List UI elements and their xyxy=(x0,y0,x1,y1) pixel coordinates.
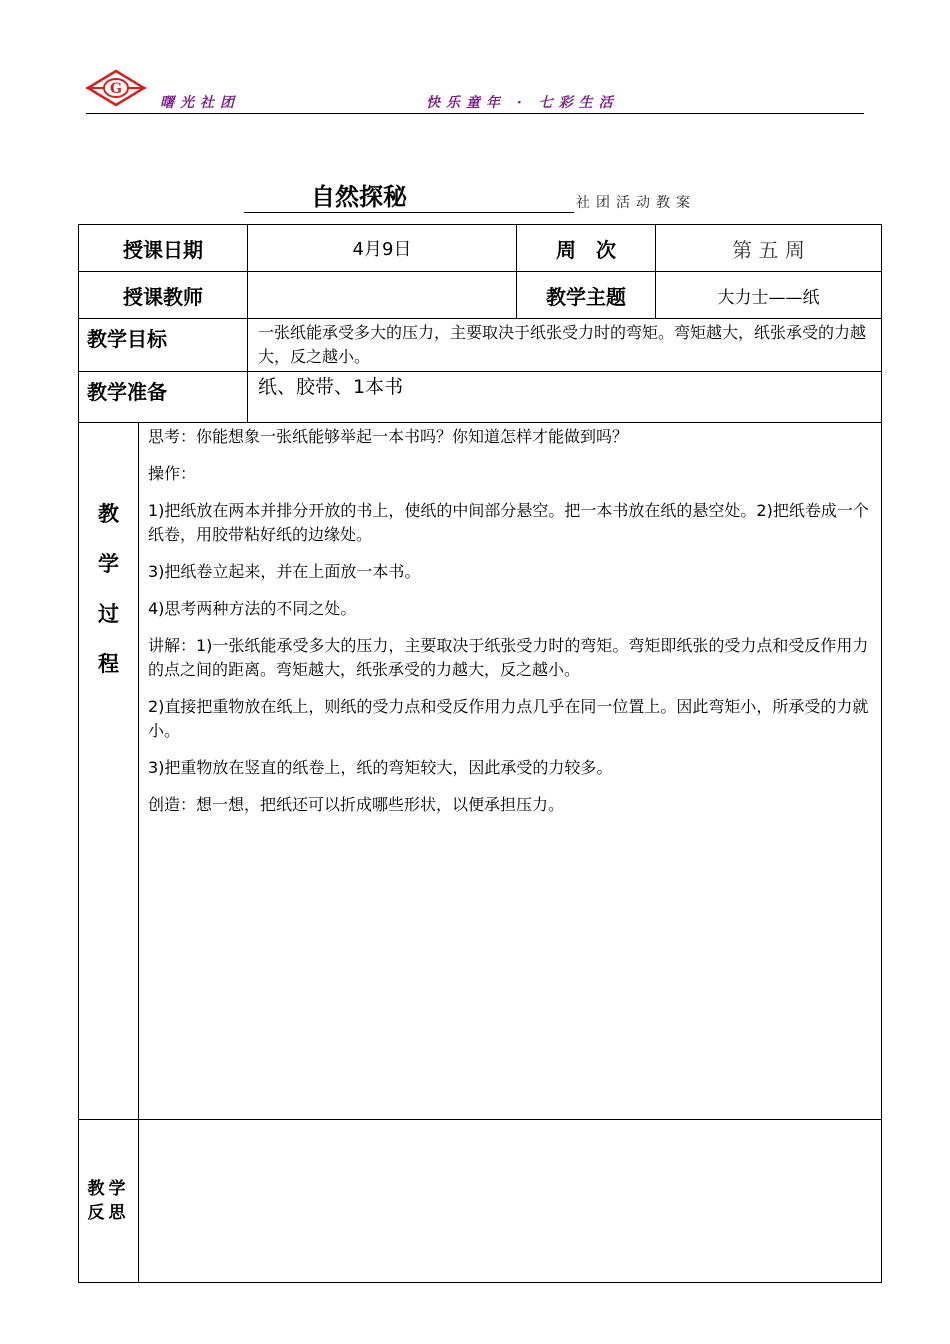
process-paragraph: 2)直接把重物放在纸上，则纸的受力点和受反作用力点几乎在同一位置上。因此弯矩小，所承受的力就小。 xyxy=(148,697,869,740)
table-row xyxy=(79,319,882,372)
process-content xyxy=(139,423,882,1120)
club-logo-icon xyxy=(86,68,146,108)
table-row xyxy=(79,225,882,272)
page-header xyxy=(86,66,864,114)
club-name: 曙光社团 xyxy=(160,95,240,111)
reflection-label-line: 反思 xyxy=(87,1203,130,1223)
process-paragraph: 讲解：1)一张纸能承受多大的压力，主要取决于纸张受力时的弯矩。弯矩即纸张的受力点和受反作用力的点之间的距离。弯矩越大，纸张承受的力越大，反之越小。 xyxy=(148,636,869,679)
process-label-char: 程 xyxy=(98,652,119,676)
document-title-block xyxy=(244,180,724,214)
date-value: 4月9日 xyxy=(248,225,517,272)
table-row xyxy=(79,272,882,319)
teacher-value xyxy=(248,272,517,319)
reflection-value xyxy=(139,1120,882,1283)
topic-value: 大力士——纸 xyxy=(656,272,882,319)
logo-letter: G xyxy=(110,81,122,97)
prep-value: 纸、胶带、1本书 xyxy=(248,372,882,423)
process-paragraph: 1)把纸放在两本并排分开放的书上，使纸的中间部分悬空。把一本书放在纸的悬空处。2)把纸卷成一个纸卷，用胶带粘好纸的边缘处。 xyxy=(148,501,869,544)
header-divider xyxy=(86,113,864,114)
topic-label: 教学主题 xyxy=(517,272,656,319)
process-paragraph: 4)思考两种方法的不同之处。 xyxy=(148,599,357,618)
reflection-label-line: 教学 xyxy=(87,1179,130,1199)
process-paragraph: 创造：想一想，把纸还可以折成哪些形状，以便承担压力。 xyxy=(148,795,565,814)
header-slogan: 快乐童年 · 七彩生活 xyxy=(426,95,619,111)
process-paragraph: 3)把纸卷立起来，并在上面放一本书。 xyxy=(148,562,421,581)
goal-value: 一张纸能承受多大的压力，主要取决于纸张受力时的弯矩。弯矩越大，纸张承受的力越大，反之越小。 xyxy=(248,319,882,372)
process-label-char: 过 xyxy=(98,602,119,626)
process-paragraph: 3)把重物放在竖直的纸卷上，纸的弯矩较大，因此承受的力较多。 xyxy=(148,758,613,777)
lesson-plan-table xyxy=(78,224,882,1283)
document-title-text: 自然探秘 xyxy=(311,183,407,211)
process-paragraph: 操作： xyxy=(148,464,197,483)
teacher-label: 授课教师 xyxy=(79,272,248,319)
week-label: 周 次 xyxy=(517,225,656,272)
week-value: 第 五 周 xyxy=(656,225,882,272)
date-label: 授课日期 xyxy=(79,225,248,272)
process-paragraph: 思考：你能想象一张纸能够举起一本书吗？你知道怎样才能做到吗？ xyxy=(148,427,629,446)
reflection-label xyxy=(79,1120,139,1283)
table-row xyxy=(79,423,882,1120)
goal-label: 教学目标 xyxy=(79,319,248,372)
document-title xyxy=(244,180,574,213)
table-row xyxy=(79,1120,882,1283)
process-label-char: 学 xyxy=(98,552,119,576)
table-row xyxy=(79,372,882,423)
process-label xyxy=(79,423,139,1120)
prep-label: 教学准备 xyxy=(79,372,248,423)
document-subtitle: 社团活动教案 xyxy=(576,195,696,211)
process-label-char: 教 xyxy=(98,502,119,526)
